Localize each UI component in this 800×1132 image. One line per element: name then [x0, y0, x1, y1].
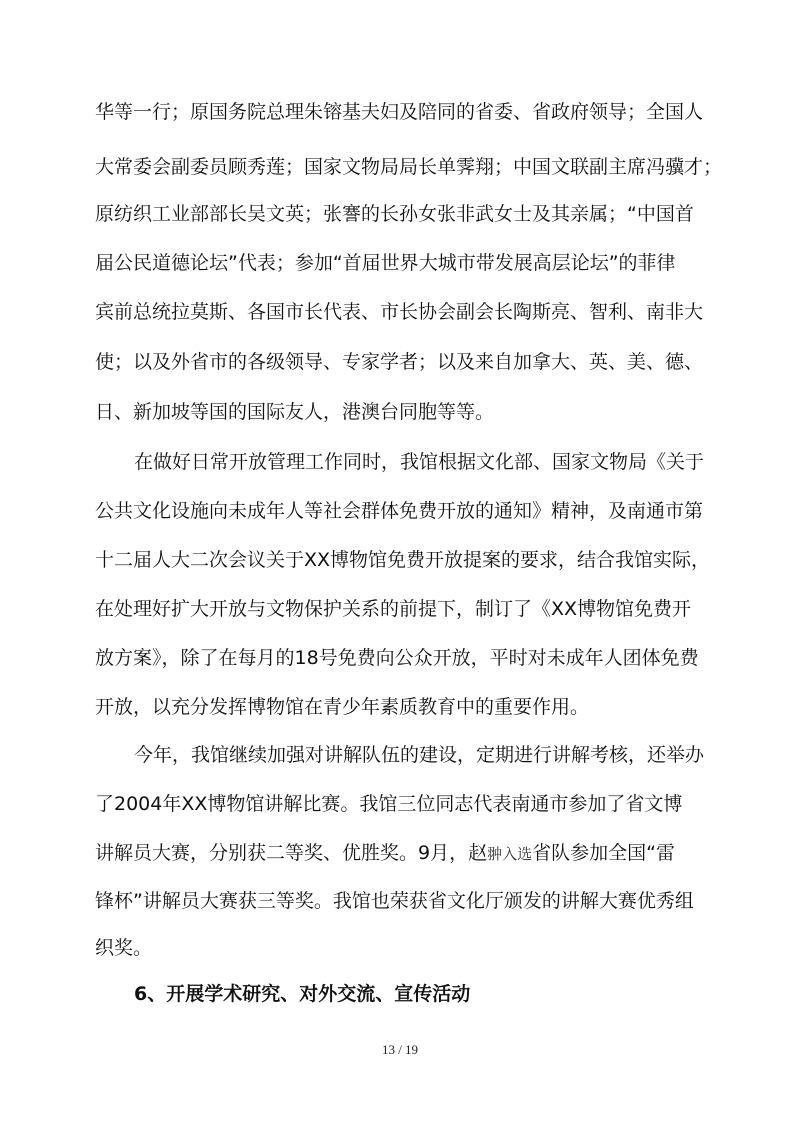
text-line: [95, 841, 720, 866]
text-line: 十二届人大二次会议关于XX博物馆免费开放提案的要求，结合我馆实际，: [95, 549, 711, 571]
text-line: 开放，以充分发挥博物馆在青少年素质教育中的重要作用。: [95, 696, 590, 718]
small-text-segment: 翀入选: [487, 845, 533, 863]
text-line: 锋杯”讲解员大赛获三等奖。我馆也荣获省文化厅颁发的讲解大赛优秀组: [95, 890, 694, 912]
text-line: 原纺织工业部部长吴文英；张謇的长孙女张非武女士及其亲属；“中国首: [95, 203, 694, 225]
text-segment: 讲解员大赛，分别获二等奖、优胜奖。9月，赵: [95, 842, 488, 864]
paragraph-start-line: 今年，我馆继续加强对讲解队伍的建设，定期进行讲解考核，还举办: [134, 744, 705, 766]
text-line: 日、新加坡等国的国际友人，港澳台同胞等等。: [95, 401, 495, 423]
text-line: 宾前总统拉莫斯、各国市长代表、市长协会副会长陶斯亮、智利、南非大: [95, 301, 704, 323]
paragraph-start-line: 在做好日常开放管理工作同时，我馆根据文化部、国家文物局《关于: [134, 451, 705, 473]
text-line: 大常委会副委员顾秀莲；国家文物局局长单霁翔；中国文联副主席冯骥才；: [95, 156, 723, 178]
text-line: 织奖。: [95, 937, 153, 959]
text-line: 放方案》，除了在每月的18号免费向公众开放，平时对未成年人团体免费: [95, 647, 699, 669]
page-number: 13 / 19: [381, 1042, 419, 1057]
section-heading: 6、开展学术研究、对外交流、宣传活动: [134, 983, 471, 1005]
text-line: 华等一行；原国务院总理朱镕基夫妇及陪同的省委、省政府领导；全国人: [95, 101, 704, 123]
text-segment: 省队参加全国“雷: [532, 842, 675, 864]
text-line: 公共文化设施向未成年人等社会群体免费开放的通知》精神，及南通市第: [95, 500, 704, 522]
text-line: 了2004年XX博物馆讲解比赛。我馆三位同志代表南通市参加了省文博: [95, 793, 683, 815]
text-line: 届公民道德论坛”代表；参加“首届世界大城市带发展高层论坛”的菲律: [95, 252, 676, 274]
text-line: 使；以及外省市的各级领导、专家学者；以及来自加拿大、英、美、德、: [95, 351, 704, 373]
text-line: 在处理好扩大开放与文物保护关系的前提下，制订了《XX博物馆免费开: [95, 598, 692, 620]
